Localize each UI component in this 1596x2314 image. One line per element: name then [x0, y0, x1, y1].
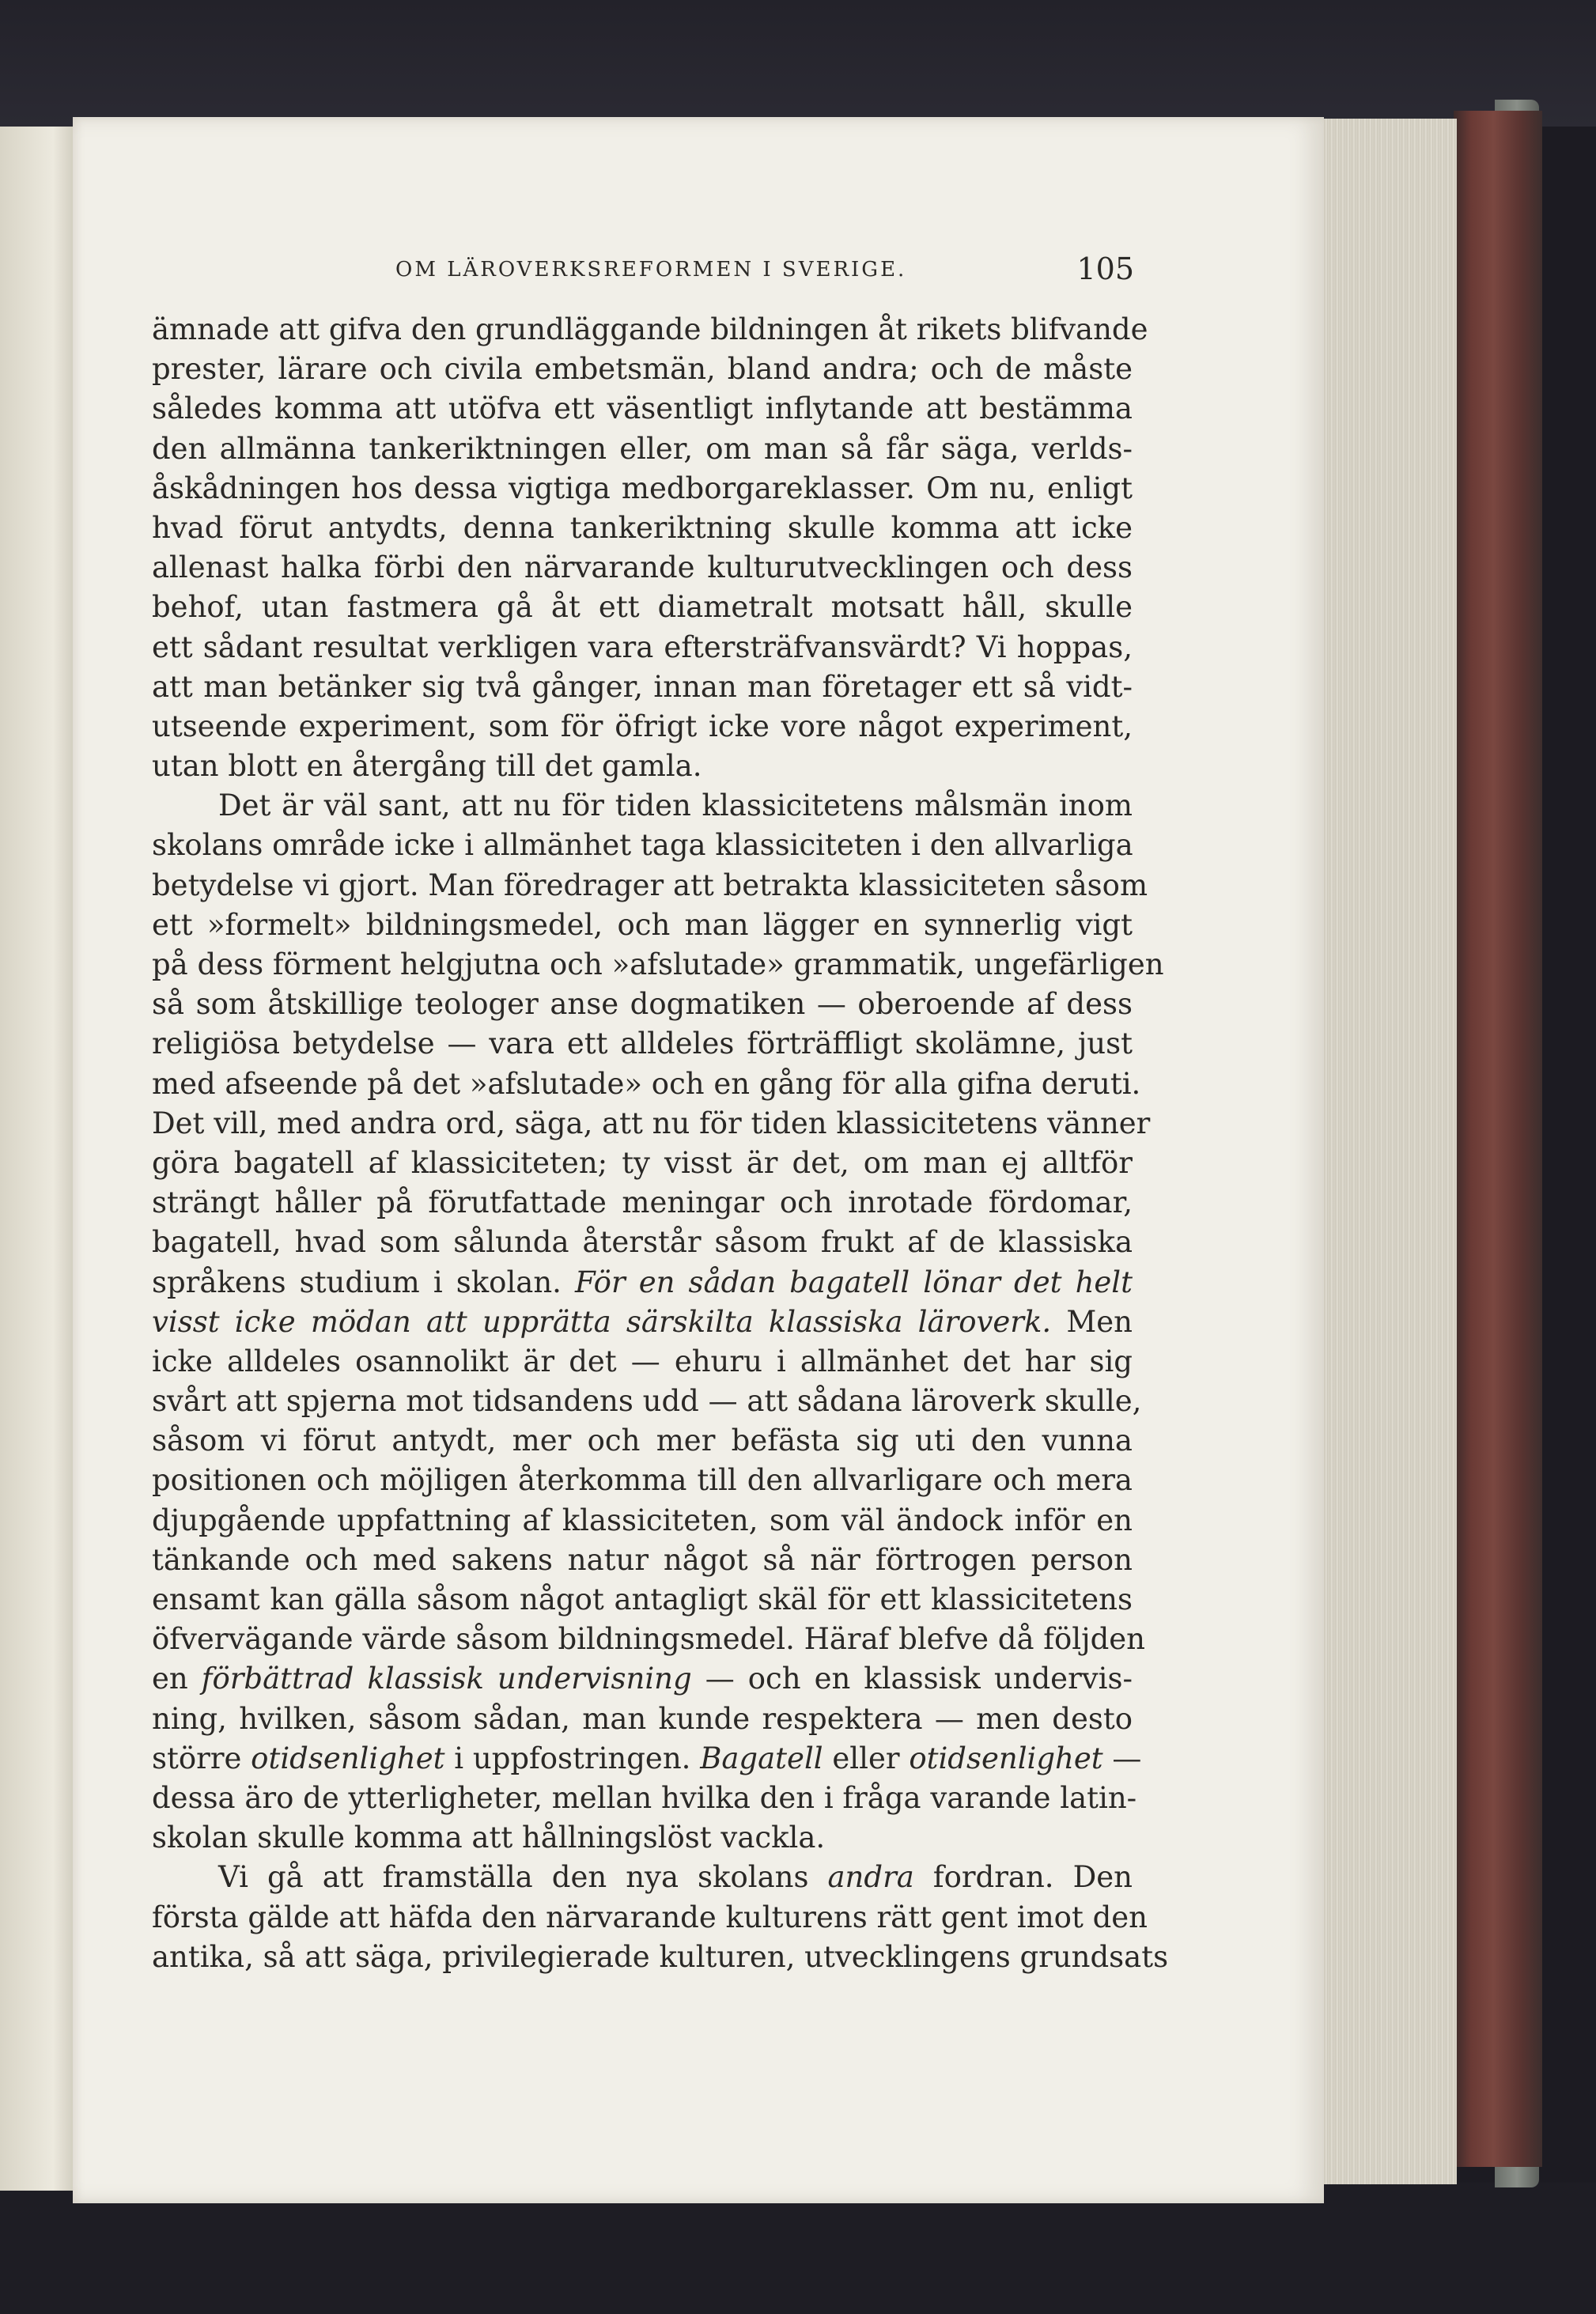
text-line: med afseende på det »afslutade» och en gång för alla gifna deruti.: [152, 1066, 1141, 1101]
text-span: eller: [832, 1741, 900, 1775]
text-span: Vi gå att framställa den nya skolans: [218, 1860, 809, 1895]
text-line: Det vill, med andra ord, säga, att nu för tiden klassicitetens vänner: [152, 1106, 1151, 1140]
text-line: dessa äro de ytterligheter, mellan hvilka den i fråga varande latin-: [152, 1780, 1137, 1815]
text-line: utan blott en återgång till det gamla.: [152, 749, 702, 784]
text-line: skolans område icke i allmänhet taga klassiciteten i den allvarliga: [152, 828, 1133, 863]
text-span: fordran. Den: [932, 1860, 1133, 1895]
text-line: utseende experiment, som för öfrigt icke vore något experiment,: [152, 709, 1133, 743]
book-spine-cover: [1454, 111, 1542, 2167]
page-header: [395, 251, 1139, 286]
text-line-mixed: [152, 1739, 1142, 1779]
text-line: på dess förment helgjutna och »afslutade» grammatik, ungefärligen: [152, 947, 1164, 981]
text-line: icke alldeles osannolikt är det — ehuru i allmänhet det har sig: [152, 1344, 1133, 1378]
text-span: —: [1112, 1741, 1142, 1775]
dark-background-top: [0, 0, 1596, 127]
text-line: ett »formelt» bildningsmedel, och man lägger en synnerlig vigt: [152, 907, 1133, 942]
facing-page-edge: [0, 127, 78, 2191]
italic-span: För en sådan bagatell lönar det helt: [575, 1265, 1133, 1299]
italic-span: otidsenlighet: [909, 1741, 1103, 1775]
text-line: öfvervägande värde såsom bildningsmedel. Häraf blefve då följden: [152, 1622, 1145, 1657]
text-line: hvad förut antydts, denna tankeriktning skulle komma att icke: [152, 510, 1133, 545]
text-span: en: [152, 1662, 188, 1696]
text-line: ning, hvilken, såsom sådan, man kunde respektera — men desto: [152, 1701, 1133, 1736]
italic-span: förbättrad klassisk undervisning: [201, 1662, 692, 1696]
text-span: större: [152, 1741, 242, 1775]
text-line: allenast halka förbi den närvarande kulturutvecklingen och dess: [152, 550, 1133, 585]
text-line-mixed: [152, 1303, 1133, 1342]
text-line: ensamt kan gälla såsom något antagligt skäl för ett klassicitetens: [152, 1582, 1133, 1616]
text-line: prester, lärare och civila embetsmän, bland andra; och de måste: [152, 352, 1133, 387]
text-line: göra bagatell af klassiciteten; ty visst är det, om man ej alltför: [152, 1145, 1133, 1180]
text-line-mixed: [152, 1659, 1133, 1699]
text-line: svårt att spjerna mot tidsandens udd — att sådana läroverk skulle,: [152, 1384, 1142, 1419]
text-line: betydelse vi gjort. Man föredrager att betrakta klassiciteten såsom: [152, 868, 1148, 902]
running-head: OM LÄROVERKSREFORMEN I SVERIGE.: [395, 258, 907, 282]
text-line: positionen och möjligen återkomma till den allvarligare och mera: [152, 1463, 1133, 1498]
italic-span: Bagatell: [700, 1741, 823, 1775]
body-text: [152, 310, 1169, 1977]
text-span: språkens studium i skolan.: [152, 1265, 562, 1299]
text-span: — och en klassisk undervis-: [705, 1662, 1133, 1696]
text-line: religiösa betydelse — vara ett alldeles förträffligt skolämne, just: [152, 1027, 1133, 1061]
text-line: bagatell, hvad som sålunda återstår såsom frukt af de klassiska: [152, 1225, 1133, 1260]
italic-span: visst icke mödan att upprätta särskilta klassiska läroverk.: [152, 1304, 1052, 1339]
text-line: skolan skulle komma att hållningslöst vackla.: [152, 1821, 826, 1855]
paragraph-start-line: Det är väl sant, att nu för tiden klassicitetens målsmän inom: [218, 788, 1133, 823]
text-span: i uppfostringen.: [454, 1741, 691, 1775]
text-line: ämnade att gifva den grundläggande bildningen åt rikets blifvande: [152, 312, 1148, 346]
text-line-mixed: [152, 1263, 1133, 1303]
italic-span: otidsenlighet: [251, 1741, 445, 1775]
text-line: första gälde att häfda den närvarande kulturens rätt gent imot den: [152, 1900, 1148, 1934]
text-span: Men: [1066, 1304, 1133, 1339]
text-line: den allmänna tankeriktningen eller, om man så får säga, verlds-: [152, 431, 1133, 466]
text-line: djupgående uppfattning af klassiciteten, som väl ändock inför en: [152, 1503, 1133, 1537]
text-line: således komma att utöfva ett väsentligt inflytande att bestämma: [152, 391, 1133, 426]
text-line: ett sådant resultat verkligen vara eftersträfvansvärdt? Vi hoppas,: [152, 630, 1133, 664]
text-line: såsom vi förut antydt, mer och mer befästa sig uti den vunna: [152, 1424, 1133, 1458]
text-line: behof, utan fastmera gå åt ett diametralt motsatt håll, skulle: [152, 590, 1133, 625]
text-line: att man betänker sig två gånger, innan man företager ett så vidt-: [152, 669, 1133, 704]
paragraph-start-line: [152, 1858, 1133, 1897]
text-line: tänkande och med sakens natur något så när förtrogen person: [152, 1542, 1133, 1577]
text-line: åskådningen hos dessa vigtiga medborgareklasser. Om nu, enligt: [152, 471, 1133, 505]
italic-span: andra: [827, 1860, 914, 1895]
page-stack-edges: [1321, 119, 1457, 2184]
text-line: så som åtskillige teologer anse dogmatiken — oberoende af dess: [152, 987, 1133, 1022]
text-line: strängt håller på förutfattade meningar och inrotade fördomar,: [152, 1185, 1133, 1220]
page-number: 105: [1076, 251, 1134, 286]
text-line: antika, så att säga, privilegierade kulturen, utvecklingens grundsats: [152, 1939, 1169, 1974]
